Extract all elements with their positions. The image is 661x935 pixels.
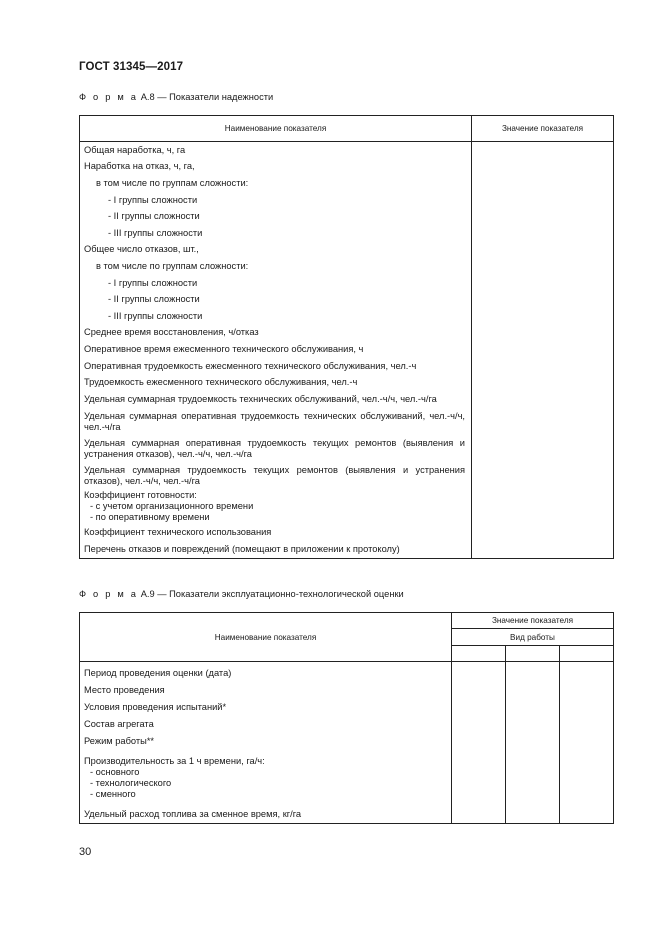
value-cell	[560, 699, 614, 716]
value-cell	[560, 733, 614, 750]
table-row	[80, 750, 614, 806]
page-number: 30	[79, 846, 92, 858]
indicator-subitem: - основного	[90, 767, 140, 777]
value-cell	[506, 716, 560, 733]
indicator-name: - III группы сложности	[80, 225, 472, 242]
table-row	[80, 716, 614, 733]
indicator-name: Место проведения	[80, 682, 452, 699]
indicator-name: Период проведения оценки (дата)	[80, 662, 452, 683]
value-cell	[452, 699, 506, 716]
indicator-subitem: - с учетом организационного времени	[90, 501, 254, 511]
indicator-subitem: - сменного	[90, 789, 136, 799]
value-cell	[452, 662, 506, 683]
column-header-work-type: Вид работы	[452, 629, 614, 646]
value-cell	[560, 806, 614, 824]
table-header-row	[80, 116, 614, 142]
value-cell	[506, 733, 560, 750]
table-row	[80, 699, 614, 716]
table-row	[80, 662, 614, 683]
value-cell	[506, 682, 560, 699]
value-cell	[560, 750, 614, 806]
indicator-name: Удельная суммарная оперативная трудоемкость технических обслуживаний, чел.-ч/ч, чел.-ч/га	[80, 408, 472, 435]
column-header-name: Наименование показателя	[80, 613, 452, 662]
indicator-name: Коэффициент готовности:	[84, 490, 197, 500]
indicator-name: Оперативная трудоемкость ежесменного технического обслуживания, чел.-ч	[80, 358, 472, 375]
work-type-cell	[560, 646, 614, 662]
reliability-table	[79, 115, 614, 559]
value-cell	[560, 716, 614, 733]
indicator-value-column	[472, 142, 614, 559]
indicator-name: Наработка на отказ, ч, га,	[80, 159, 472, 176]
work-type-cell	[452, 646, 506, 662]
value-cell	[452, 733, 506, 750]
form-a8-caption-title: А.8 — Показатели надежности	[138, 92, 274, 102]
value-cell	[560, 682, 614, 699]
indicator-name-group	[80, 750, 452, 806]
indicator-name: Трудоемкость ежесменного технического обслуживания, чел.-ч	[80, 374, 472, 391]
column-header-name: Наименование показателя	[80, 116, 472, 142]
indicator-name: Условия проведения испытаний*	[80, 699, 452, 716]
form-a9-caption	[79, 589, 404, 599]
document-header: ГОСТ 31345—2017	[79, 61, 184, 73]
value-cell	[506, 750, 560, 806]
value-cell	[452, 682, 506, 699]
form-a8-caption	[79, 92, 273, 102]
indicator-subitem: - технологического	[90, 778, 172, 788]
table-header-row	[80, 613, 614, 629]
indicator-name: - II группы сложности	[80, 208, 472, 225]
operational-evaluation-table	[79, 612, 614, 824]
indicator-name: - III группы сложности	[80, 308, 472, 325]
column-header-value: Значение показателя	[452, 613, 614, 629]
table-row	[80, 733, 614, 750]
indicator-name: Состав агрегата	[80, 716, 452, 733]
value-cell	[506, 699, 560, 716]
indicator-name: Общая наработка, ч, га	[80, 142, 472, 159]
value-cell	[506, 806, 560, 824]
indicator-name: Режим работы**	[80, 733, 452, 750]
column-header-value: Значение показателя	[472, 116, 614, 142]
form-a8-caption-prefix: Ф о р м а	[79, 92, 139, 102]
indicator-name: - I группы сложности	[80, 275, 472, 292]
value-cell	[452, 716, 506, 733]
form-a9-caption-prefix: Ф о р м а	[79, 589, 139, 599]
table-row	[80, 682, 614, 699]
indicator-name: в том числе по группам сложности:	[80, 175, 472, 192]
indicator-name: Производительность за 1 ч времени, га/ч:	[84, 756, 265, 766]
indicator-name: Общее число отказов, шт.,	[80, 242, 472, 259]
indicator-name: - II группы сложности	[80, 291, 472, 308]
table-row	[80, 142, 614, 159]
form-a9-caption-title: А.9 — Показатели эксплуатационно-технологической оценки	[138, 589, 404, 599]
indicator-name: - I группы сложности	[80, 192, 472, 209]
indicator-name: в том числе по группам сложности:	[80, 258, 472, 275]
work-type-cell	[506, 646, 560, 662]
indicator-name: Удельная суммарная трудоемкость текущих ремонтов (выявления и устранения отказов), чел.-ч/ч, чел.-ч/га	[80, 462, 472, 489]
value-cell	[452, 750, 506, 806]
indicator-name: Удельная суммарная оперативная трудоемкость текущих ремонтов (выявления и устранения отказов), чел.-ч/ч, чел.-ч/га	[80, 435, 472, 462]
value-cell	[560, 662, 614, 683]
table-row	[80, 806, 614, 824]
indicator-subitem: - по оперативному времени	[90, 512, 210, 522]
indicator-name: Оперативное время ежесменного технического обслуживания, ч	[80, 341, 472, 358]
indicator-name: Перечень отказов и повреждений (помещают в приложении к протоколу)	[80, 541, 472, 558]
indicator-name: Коэффициент технического использования	[80, 525, 472, 542]
indicator-name: Удельная суммарная трудоемкость технических обслуживаний, чел.-ч/ч, чел.-ч/га	[80, 391, 472, 408]
value-cell	[506, 662, 560, 683]
indicator-name: Среднее время восстановления, ч/отказ	[80, 325, 472, 342]
value-cell	[452, 806, 506, 824]
indicator-name-group	[80, 489, 472, 525]
indicator-name: Удельный расход топлива за сменное время, кг/га	[80, 806, 452, 824]
